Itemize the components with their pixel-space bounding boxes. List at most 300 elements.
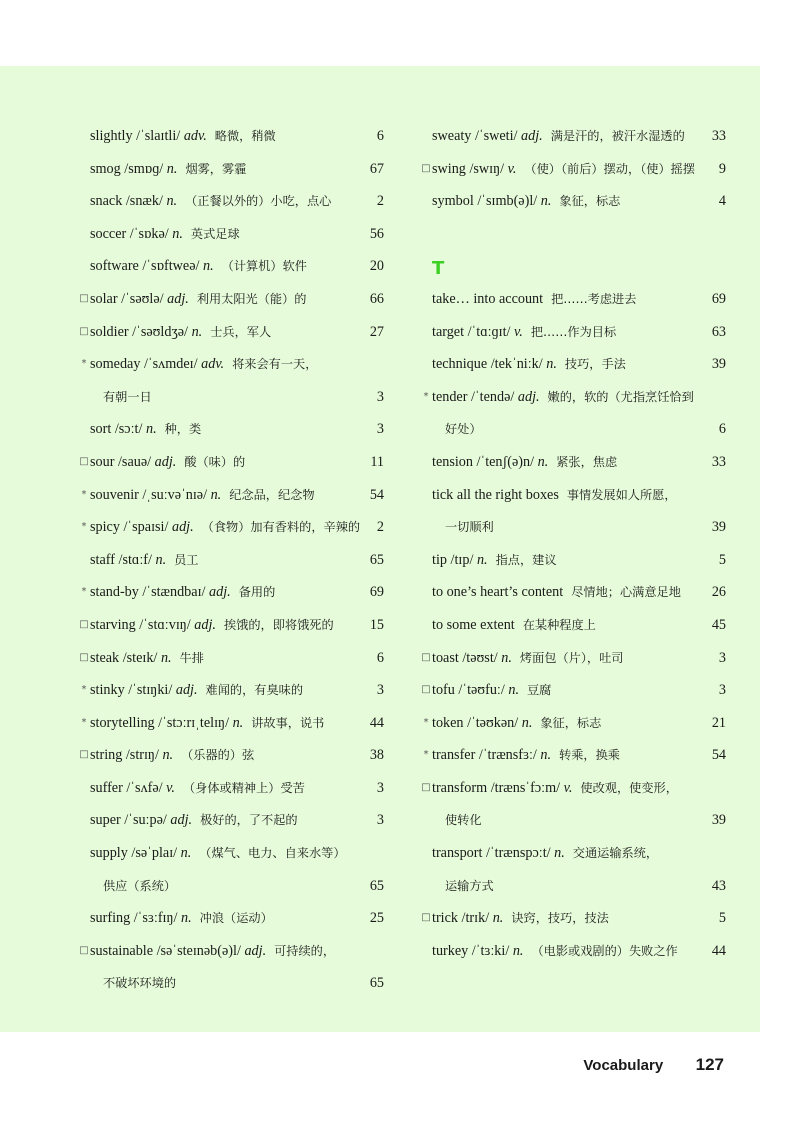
vocabulary-column-left [78,120,384,1000]
part-of-speech: n. [554,845,565,862]
vocab-entry [78,707,384,740]
page-ref: 54 [711,747,726,764]
entry-text [432,837,658,870]
headword: sustainable /səˈsteɪnəb(ə)l/ [90,942,241,959]
entry-text [432,739,620,772]
vocab-entry [78,250,384,283]
entry-text [432,642,624,675]
definition-cn: （计算机）软件 [221,259,307,274]
page-ref: 3 [376,682,384,699]
entry-continuation [420,511,726,544]
entry-text [432,446,617,479]
part-of-speech: adj. [209,584,231,601]
entry-text [90,772,305,805]
definition-cn: 把……作为目标 [530,324,617,339]
headword: sort /sɔːt/ [90,421,143,438]
definition-cn: 尽情地；心满意足地 [571,585,681,600]
headword: souvenir /ˌsuːvəˈnɪə/ [90,486,208,503]
page-ref: 65 [369,975,384,992]
square-marker: □ [79,749,89,761]
headword: target /ˈtɑːɡɪt/ [432,323,511,340]
part-of-speech: v. [514,323,523,340]
part-of-speech: n. [546,356,557,373]
entry-text [103,870,176,903]
page-ref: 63 [711,323,726,340]
part-of-speech: n. [172,225,183,242]
page-ref: 65 [369,551,384,568]
square-marker: □ [421,684,431,696]
part-of-speech: v. [507,160,517,177]
vocab-entry [78,642,384,675]
page-ref: 5 [718,910,726,927]
headword: transfer /ˈtrænsfɜː/ [432,747,537,764]
part-of-speech: n. [210,486,222,503]
vocab-entry [420,283,726,316]
vocab-entry [420,642,726,675]
vocab-entry [78,674,384,707]
entry-text [103,381,152,414]
part-of-speech: n. [521,714,533,731]
part-of-speech: n. [492,910,504,927]
entry-text [432,707,601,740]
section-spacer [420,218,726,251]
page-ref: 65 [369,877,384,894]
page-ref: 33 [711,128,726,144]
page-footer [583,1052,724,1078]
asterisk-marker: * [81,716,87,728]
vocab-entry [78,739,384,772]
entry-text [90,707,324,740]
part-of-speech: n. [512,942,524,959]
page-ref: 6 [376,649,384,666]
vocab-entry [78,772,384,805]
headword: tip /tɪp/ [432,551,474,568]
vocab-entry [78,218,384,251]
headword: spicy /ˈspaɪsi/ [90,519,169,536]
entry-text [90,283,307,316]
definition-cn: 在某种程度上 [522,617,596,632]
page-ref: 39 [711,519,726,536]
definition-cn: 运输方式 [445,878,494,893]
asterisk-marker: * [81,684,87,696]
vocab-entry [420,707,726,740]
square-marker: □ [421,781,431,793]
definition-cn: 一切顺利 [445,520,494,535]
page-ref: 6 [718,421,726,438]
entry-text [90,185,331,218]
part-of-speech: n. [540,747,552,764]
page-ref: 69 [369,584,384,601]
headword: suffer /ˈsʌfə/ [90,779,163,796]
definition-cn: （身体或精神上）受苦 [182,780,305,795]
definition-cn: （煤气、电力、自来水等） [199,846,346,861]
page-ref: 20 [369,258,384,275]
definition-cn: 有朝一日 [103,389,152,404]
definition-cn: 象征，标志 [540,715,602,730]
headword: slightly /ˈslaɪtli/ [90,128,181,144]
entry-text [90,902,273,935]
vocab-entry [78,283,384,316]
part-of-speech: n. [476,551,488,568]
definition-cn: 豆腐 [526,683,552,698]
headword: soccer /ˈsɒkə/ [90,225,169,242]
entry-text [90,446,245,479]
vocab-entry [420,120,726,153]
part-of-speech: n. [162,747,174,764]
entry-text [432,381,694,414]
part-of-speech: adv. [183,128,207,144]
definition-cn: 员工 [174,552,199,567]
page-ref: 9 [718,160,726,177]
page-ref: 3 [376,812,384,829]
headword: storytelling /ˈstɔːrɪˌtelɪŋ/ [90,714,230,731]
headword: turkey /ˈtɜːki/ [432,942,510,959]
headword: sour /sauə/ [90,453,152,470]
part-of-speech: adv. [201,356,225,373]
entry-text [432,772,678,805]
vocab-entry [420,544,726,577]
headword: stand-by /ˈstændbaɪ/ [90,584,206,601]
definition-cn: 挨饿的，即将饿死的 [223,617,334,632]
page-ref: 33 [711,453,726,470]
headword: symbol /ˈsɪmb(ə)l/ [432,193,538,210]
page-ref: 26 [711,584,726,601]
entry-text [432,479,677,512]
definition-cn: 牛排 [179,650,204,665]
headword: solar /ˈsəʊlə/ [90,290,164,307]
part-of-speech: n. [145,421,157,438]
entry-text [90,576,275,609]
headword: trick /trɪk/ [432,910,490,927]
vocab-entry [78,120,384,153]
definition-cn: （乐器的）弦 [181,748,255,763]
part-of-speech: n. [508,682,519,699]
square-marker: □ [421,162,431,174]
page-ref: 3 [718,682,726,699]
page-ref: 3 [376,421,384,438]
part-of-speech: adj. [175,682,198,699]
vocab-entry [78,837,384,870]
headword: transport /ˈtrænspɔːt/ [432,845,551,862]
page-ref: 2 [376,519,384,536]
definition-cn: 极好的，了不起的 [200,813,298,828]
page-ref: 3 [376,779,384,796]
definition-cn: 事情发展如人所愿， [566,487,677,502]
vocab-entry [420,674,726,707]
vocab-entry [420,316,726,349]
square-marker: □ [79,292,89,304]
definition-cn: （食物）加有香料的，辛辣的 [201,520,361,535]
vocab-entry [420,609,726,642]
entry-text [432,283,636,316]
vocab-entry [420,739,726,772]
part-of-speech: adj. [517,388,540,405]
entry-text [90,218,240,251]
headword: to one’s heart’s content [432,584,564,601]
part-of-speech: adj. [521,128,543,144]
definition-cn: 把……考虑进去 [551,291,637,306]
vocab-entry [420,153,726,186]
definition-cn: 冲浪（运动） [199,911,273,926]
definition-cn: 供应（系统） [103,878,177,893]
entry-text [445,870,494,903]
definition-cn: 士兵，军人 [210,324,272,339]
page-ref: 11 [370,453,384,470]
page-ref: 67 [369,160,384,177]
square-marker: □ [79,618,89,630]
part-of-speech: adj. [170,812,193,829]
entries-t-group [420,283,726,967]
headword: stinky /ˈstɪŋki/ [90,682,173,699]
entry-text [90,544,199,577]
entry-continuation [420,870,726,903]
page-ref: 6 [376,128,384,144]
entry-text [432,348,626,381]
page-ref: 69 [711,290,726,307]
vocab-entry [78,185,384,218]
definition-cn: 可持续的， [274,943,336,958]
vocab-entry [78,153,384,186]
entry-text [90,804,298,837]
square-marker: □ [79,455,89,467]
square-marker: □ [421,651,431,663]
asterisk-marker: * [81,358,87,370]
definition-cn: 交通运输系统， [572,846,659,861]
entry-text [432,316,616,349]
vocab-entry [420,935,726,968]
headword: tender /ˈtendə/ [432,388,515,405]
definition-cn: 使转化 [445,813,482,828]
headword: transform /trænsˈfɔːm/ [432,779,561,796]
headword: tick all the right boxes [432,486,559,503]
part-of-speech: adj. [167,290,189,307]
entry-text [90,250,307,283]
definition-cn: 将来会有一天， [232,357,318,372]
entry-text [445,413,482,446]
page-ref: 56 [369,225,384,242]
vocabulary-column-right [420,120,726,967]
definition-cn: 象征，标志 [559,194,621,209]
entry-text [90,479,315,512]
definition-cn: 略微，稍微 [214,129,276,143]
headword: tension /ˈtenʃ(ə)n/ [432,453,535,470]
definition-cn: 利用太阳光（能）的 [196,291,307,306]
part-of-speech: n. [180,845,192,862]
vocab-entry [78,511,384,544]
part-of-speech: n. [191,323,203,340]
entry-text [432,935,678,968]
part-of-speech: n. [232,714,244,731]
headword: steak /steɪk/ [90,649,158,666]
entry-continuation [420,413,726,446]
vocab-entry [78,804,384,837]
page-ref: 15 [369,616,384,633]
definition-cn: 嫩的，软的（尤指烹饪恰到 [547,389,694,404]
definition-cn: 不破坏环境的 [103,976,177,991]
part-of-speech: adj. [244,942,267,959]
page-number: 127 [695,1055,724,1074]
entry-text [432,185,620,218]
headword: to some extent [432,616,515,633]
part-of-speech: n. [540,193,552,210]
definition-cn: 满是汗的，被汗水湿透的 [550,129,685,143]
asterisk-marker: * [423,749,429,761]
entry-continuation [78,870,384,903]
definition-cn: （电影或戏剧的）失败之作 [531,943,678,958]
definition-cn: （使）（前后）摆动，（使）摇摆 [524,161,696,176]
entry-text [432,153,695,186]
vocab-entry [420,185,726,218]
asterisk-marker: * [423,716,429,728]
headword: soldier /ˈsəʊldʒə/ [90,323,189,340]
section-letter: T [432,258,445,280]
definition-cn: 指点，建议 [495,552,557,567]
headword: staff /stɑːf/ [90,551,152,568]
definition-cn: 烟雾，雾霾 [185,161,247,176]
headword: take… into account [432,290,544,307]
definition-cn: 备用的 [238,585,276,600]
entry-text [90,511,360,544]
page-ref: 5 [718,551,726,568]
headword: tofu /ˈtəʊfuː/ [432,682,505,699]
headword: someday /ˈsʌmdeɪ/ [90,356,198,373]
definition-cn: 技巧，手法 [564,357,626,372]
square-marker: □ [79,944,89,956]
page-ref: 21 [711,714,726,731]
vocab-entry [420,348,726,381]
part-of-speech: n. [166,160,178,177]
vocab-entry [78,544,384,577]
entry-text [432,576,681,609]
part-of-speech: n. [537,453,549,470]
definition-cn: 使改观，使变形， [580,780,678,795]
page-ref: 25 [369,910,384,927]
definition-cn: 转乘，换乘 [559,748,620,763]
part-of-speech: adj. [194,616,216,633]
part-of-speech: n. [181,910,192,927]
asterisk-marker: * [81,586,87,598]
page-ref: 39 [711,356,726,373]
headword: supply /səˈplaɪ/ [90,845,178,862]
headword: super /ˈsuːpə/ [90,812,167,829]
page-ref: 38 [369,747,384,764]
definition-cn: 英式足球 [190,226,240,241]
part-of-speech: adj. [154,453,177,470]
page-ref: 3 [376,388,384,405]
entry-text [90,739,254,772]
entry-text [103,967,176,1000]
vocab-entry [420,576,726,609]
headword: software /ˈsɒftweə/ [90,258,200,275]
entry-text [90,642,204,675]
vocab-entry [420,772,726,805]
page-ref: 43 [711,877,726,894]
entry-text [90,935,335,968]
headword: technique /tekˈniːk/ [432,356,543,373]
vocab-entry [78,576,384,609]
definition-cn: 种，类 [164,422,202,437]
entry-text [432,609,596,642]
entry-text [90,609,334,642]
entry-text [90,316,271,349]
entry-text [90,153,246,186]
footer-label: Vocabulary [583,1057,664,1074]
page-ref: 44 [711,942,726,959]
entry-text [432,674,551,707]
headword: token /ˈtəʊkən/ [432,714,519,731]
entry-text [90,120,276,153]
asterisk-marker: * [81,488,87,500]
definition-cn: 纪念品，纪念物 [229,487,315,502]
headword: snack /snæk/ [90,193,163,210]
entry-text [90,837,346,870]
vocab-entry [78,935,384,968]
entry-text [432,120,685,153]
square-marker: □ [79,325,89,337]
definition-cn: 讲故事，说书 [251,715,325,730]
entry-text [432,902,609,935]
vocab-entry [78,348,384,381]
definition-cn: 诀窍，技巧，技法 [511,911,609,926]
headword: toast /təʊst/ [432,649,498,666]
asterisk-marker: * [81,521,87,533]
headword: string /strɪŋ/ [90,747,159,764]
vocab-entry [78,413,384,446]
entry-text [90,674,303,707]
page-ref: 27 [369,323,384,340]
page-ref: 3 [718,649,726,666]
part-of-speech: adj. [171,519,194,536]
headword: sweaty /ˈsweti/ [432,128,518,144]
page-ref: 2 [376,193,384,210]
part-of-speech: n. [155,551,167,568]
vocab-entry [78,316,384,349]
vocab-entry [420,381,726,414]
entry-text [90,413,201,446]
page-ref: 39 [711,812,726,829]
entries-s-group [420,120,726,218]
part-of-speech: v. [563,779,573,796]
part-of-speech: n. [166,193,178,210]
vocab-entry [420,446,726,479]
definition-cn: （正餐以外的）小吃，点心 [185,194,332,209]
entry-text [445,511,494,544]
part-of-speech: n. [501,649,512,666]
definition-cn: 好处） [445,422,482,437]
vocab-entry [78,479,384,512]
headword: surfing /ˈsɜːfɪŋ/ [90,910,178,927]
vocab-entry [78,902,384,935]
asterisk-marker: * [423,390,429,402]
square-marker: □ [79,651,89,663]
definition-cn: 烤面包（片），吐司 [519,650,624,665]
vocab-entry [78,446,384,479]
part-of-speech: v. [166,779,175,796]
vocab-entry [78,609,384,642]
page-ref: 4 [718,193,726,210]
page-ref: 45 [711,616,726,633]
page-ref: 54 [369,486,384,503]
page-ref: 66 [369,290,384,307]
definition-cn: 酸（味）的 [184,454,246,469]
vocab-entry [420,902,726,935]
definition-cn: 紧张，焦虑 [556,454,618,469]
vocab-entry [420,837,726,870]
entry-text [90,348,317,381]
definition-cn: 难闻的，有臭味的 [205,683,304,698]
page-ref: 44 [369,714,384,731]
entry-text [432,544,557,577]
